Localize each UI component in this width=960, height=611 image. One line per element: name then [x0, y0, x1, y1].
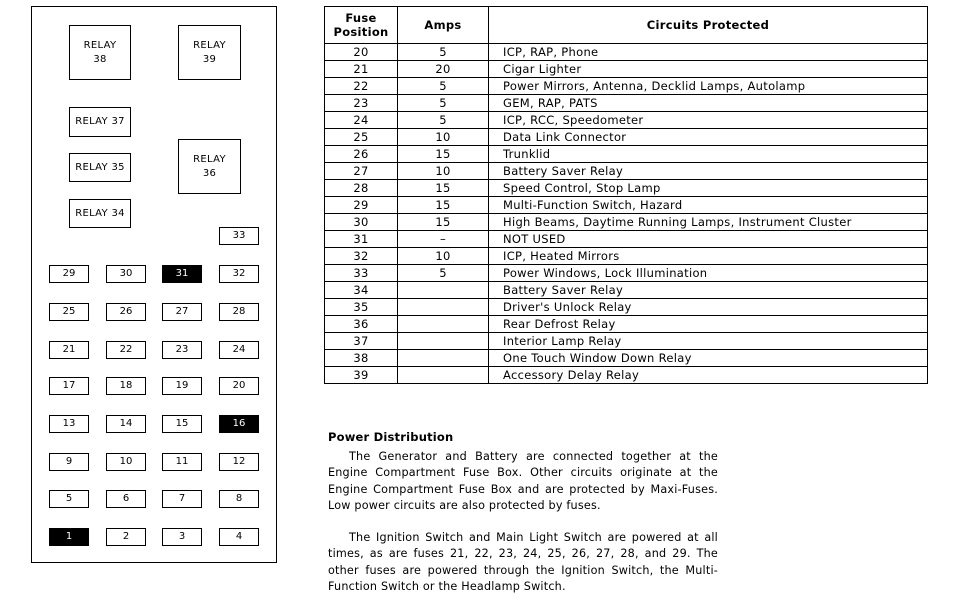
relay-38: RELAY 38 — [69, 25, 131, 80]
fuse-position-cell: 21 — [325, 61, 398, 78]
fuse-position-cell: 27 — [325, 163, 398, 180]
circuits-cell: Battery Saver Relay — [489, 163, 928, 180]
table-row — [325, 112, 928, 129]
fuse-box-diagram — [31, 6, 277, 563]
circuits-cell: Driver's Unlock Relay — [489, 299, 928, 316]
fuse-position-cell: 24 — [325, 112, 398, 129]
fuse-16: 16 — [219, 415, 259, 433]
fuse-14: 14 — [106, 415, 146, 433]
table-row — [325, 146, 928, 163]
table-row — [325, 299, 928, 316]
circuits-cell: GEM, RAP, PATS — [489, 95, 928, 112]
fuse-26: 26 — [106, 303, 146, 321]
table-row — [325, 44, 928, 61]
fuse-18: 18 — [106, 377, 146, 395]
fuse-22: 22 — [106, 341, 146, 359]
table-row — [325, 265, 928, 282]
table-row — [325, 197, 928, 214]
circuits-cell: Speed Control, Stop Lamp — [489, 180, 928, 197]
header-circuits-protected: Circuits Protected — [489, 7, 928, 44]
amps-cell: 15 — [398, 180, 489, 197]
amps-cell: 5 — [398, 78, 489, 95]
relay-39: RELAY 39 — [178, 25, 241, 80]
amps-cell — [398, 316, 489, 333]
power-distribution-section — [328, 429, 718, 611]
fuse-27: 27 — [162, 303, 202, 321]
amps-cell — [398, 299, 489, 316]
table-row — [325, 248, 928, 265]
fuse-position-cell: 22 — [325, 78, 398, 95]
table-row — [325, 367, 928, 384]
fuse-position-cell: 39 — [325, 367, 398, 384]
fuse-12: 12 — [219, 453, 259, 471]
table-row — [325, 163, 928, 180]
circuits-cell: ICP, RAP, Phone — [489, 44, 928, 61]
fuse-position-cell: 30 — [325, 214, 398, 231]
circuits-cell: Multi-Function Switch, Hazard — [489, 197, 928, 214]
fuse-20: 20 — [219, 377, 259, 395]
fuse-23: 23 — [162, 341, 202, 359]
fuse-position-cell: 37 — [325, 333, 398, 350]
fuse-15: 15 — [162, 415, 202, 433]
table-row — [325, 350, 928, 367]
amps-cell — [398, 333, 489, 350]
fuse-position-cell: 36 — [325, 316, 398, 333]
header-amps: Amps — [398, 7, 489, 44]
fuse-24: 24 — [219, 341, 259, 359]
circuits-cell: One Touch Window Down Relay — [489, 350, 928, 367]
fuse-7: 7 — [162, 490, 202, 508]
circuits-cell: ICP, Heated Mirrors — [489, 248, 928, 265]
amps-cell: 15 — [398, 214, 489, 231]
circuits-cell: ICP, RCC, Speedometer — [489, 112, 928, 129]
amps-cell: 10 — [398, 163, 489, 180]
fuse-30: 30 — [106, 265, 146, 283]
fuse-6: 6 — [106, 490, 146, 508]
amps-cell — [398, 367, 489, 384]
relay-36: RELAY 36 — [178, 139, 241, 194]
circuits-cell: Accessory Delay Relay — [489, 367, 928, 384]
fuse-10: 10 — [106, 453, 146, 471]
table-row — [325, 282, 928, 299]
fuse-21: 21 — [49, 341, 89, 359]
fuse-28: 28 — [219, 303, 259, 321]
header-fuse-position: Fuse Position — [325, 7, 398, 44]
table-row — [325, 231, 928, 248]
fuse-13: 13 — [49, 415, 89, 433]
fuse-19: 19 — [162, 377, 202, 395]
circuits-cell: Trunklid — [489, 146, 928, 163]
fuse-position-cell: 32 — [325, 248, 398, 265]
table-row — [325, 129, 928, 146]
power-distribution-paragraph-2: The Ignition Switch and Main Light Switch are powered at all times, as are fuses 21, 22, 23, 24, 25, 26, 27, 28, and 29. The other fuses are powered through the Ignition Switch, the Multi-Function Switch or the Headlamp Switch. — [328, 530, 718, 593]
amps-cell: 15 — [398, 197, 489, 214]
fuse-11: 11 — [162, 453, 202, 471]
circuits-cell: Rear Defrost Relay — [489, 316, 928, 333]
amps-cell: 10 — [398, 248, 489, 265]
fuse-25: 25 — [49, 303, 89, 321]
fuse-2: 2 — [106, 528, 146, 546]
amps-cell — [398, 282, 489, 299]
power-distribution-title: Power Distribution — [328, 430, 454, 444]
fuse-position-cell: 33 — [325, 265, 398, 282]
fuse-4: 4 — [219, 528, 259, 546]
table-row — [325, 78, 928, 95]
table-row — [325, 333, 928, 350]
amps-cell: 10 — [398, 129, 489, 146]
fuse-position-cell: 23 — [325, 95, 398, 112]
relay-35: RELAY 35 — [69, 153, 131, 182]
fuse-position-cell: 38 — [325, 350, 398, 367]
fuse-position-cell: 28 — [325, 180, 398, 197]
fuse-position-cell: 25 — [325, 129, 398, 146]
relay-34: RELAY 34 — [69, 199, 131, 228]
circuits-cell: Interior Lamp Relay — [489, 333, 928, 350]
fuse-1: 1 — [49, 528, 89, 546]
power-distribution-paragraph-1: The Generator and Battery are connected together at the Engine Compartment Fuse Box. Other circuits originate at the Engine Compartment Fuse Box and are protected by Maxi-Fuses. Low power circuits are also protected by fuses. — [328, 449, 718, 512]
fuse-position-cell: 34 — [325, 282, 398, 299]
circuits-cell: Power Mirrors, Antenna, Decklid Lamps, Autolamp — [489, 78, 928, 95]
amps-cell: 15 — [398, 146, 489, 163]
fuse-17: 17 — [49, 377, 89, 395]
fuse-33: 33 — [219, 227, 259, 245]
circuits-cell: High Beams, Daytime Running Lamps, Instrument Cluster — [489, 214, 928, 231]
circuits-cell: Power Windows, Lock Illumination — [489, 265, 928, 282]
circuits-cell: Cigar Lighter — [489, 61, 928, 78]
fuse-32: 32 — [219, 265, 259, 283]
fuse-29: 29 — [49, 265, 89, 283]
fuse-position-cell: 35 — [325, 299, 398, 316]
table-row — [325, 316, 928, 333]
amps-cell: 20 — [398, 61, 489, 78]
fuse-table — [324, 6, 928, 384]
amps-cell: 5 — [398, 112, 489, 129]
amps-cell: 5 — [398, 95, 489, 112]
fuse-31: 31 — [162, 265, 202, 283]
amps-cell: – — [398, 231, 489, 248]
fuse-9: 9 — [49, 453, 89, 471]
fuse-position-cell: 29 — [325, 197, 398, 214]
fuse-3: 3 — [162, 528, 202, 546]
amps-cell: 5 — [398, 44, 489, 61]
fuse-5: 5 — [49, 490, 89, 508]
circuits-cell: Battery Saver Relay — [489, 282, 928, 299]
fuse-position-cell: 26 — [325, 146, 398, 163]
table-row — [325, 180, 928, 197]
table-row — [325, 95, 928, 112]
circuits-cell: NOT USED — [489, 231, 928, 248]
table-row — [325, 61, 928, 78]
table-header-row — [325, 7, 928, 44]
fuse-position-cell: 20 — [325, 44, 398, 61]
fuse-position-cell: 31 — [325, 231, 398, 248]
amps-cell: 5 — [398, 265, 489, 282]
table-row — [325, 214, 928, 231]
relay-37: RELAY 37 — [69, 107, 131, 137]
amps-cell — [398, 350, 489, 367]
circuits-cell: Data Link Connector — [489, 129, 928, 146]
fuse-8: 8 — [219, 490, 259, 508]
